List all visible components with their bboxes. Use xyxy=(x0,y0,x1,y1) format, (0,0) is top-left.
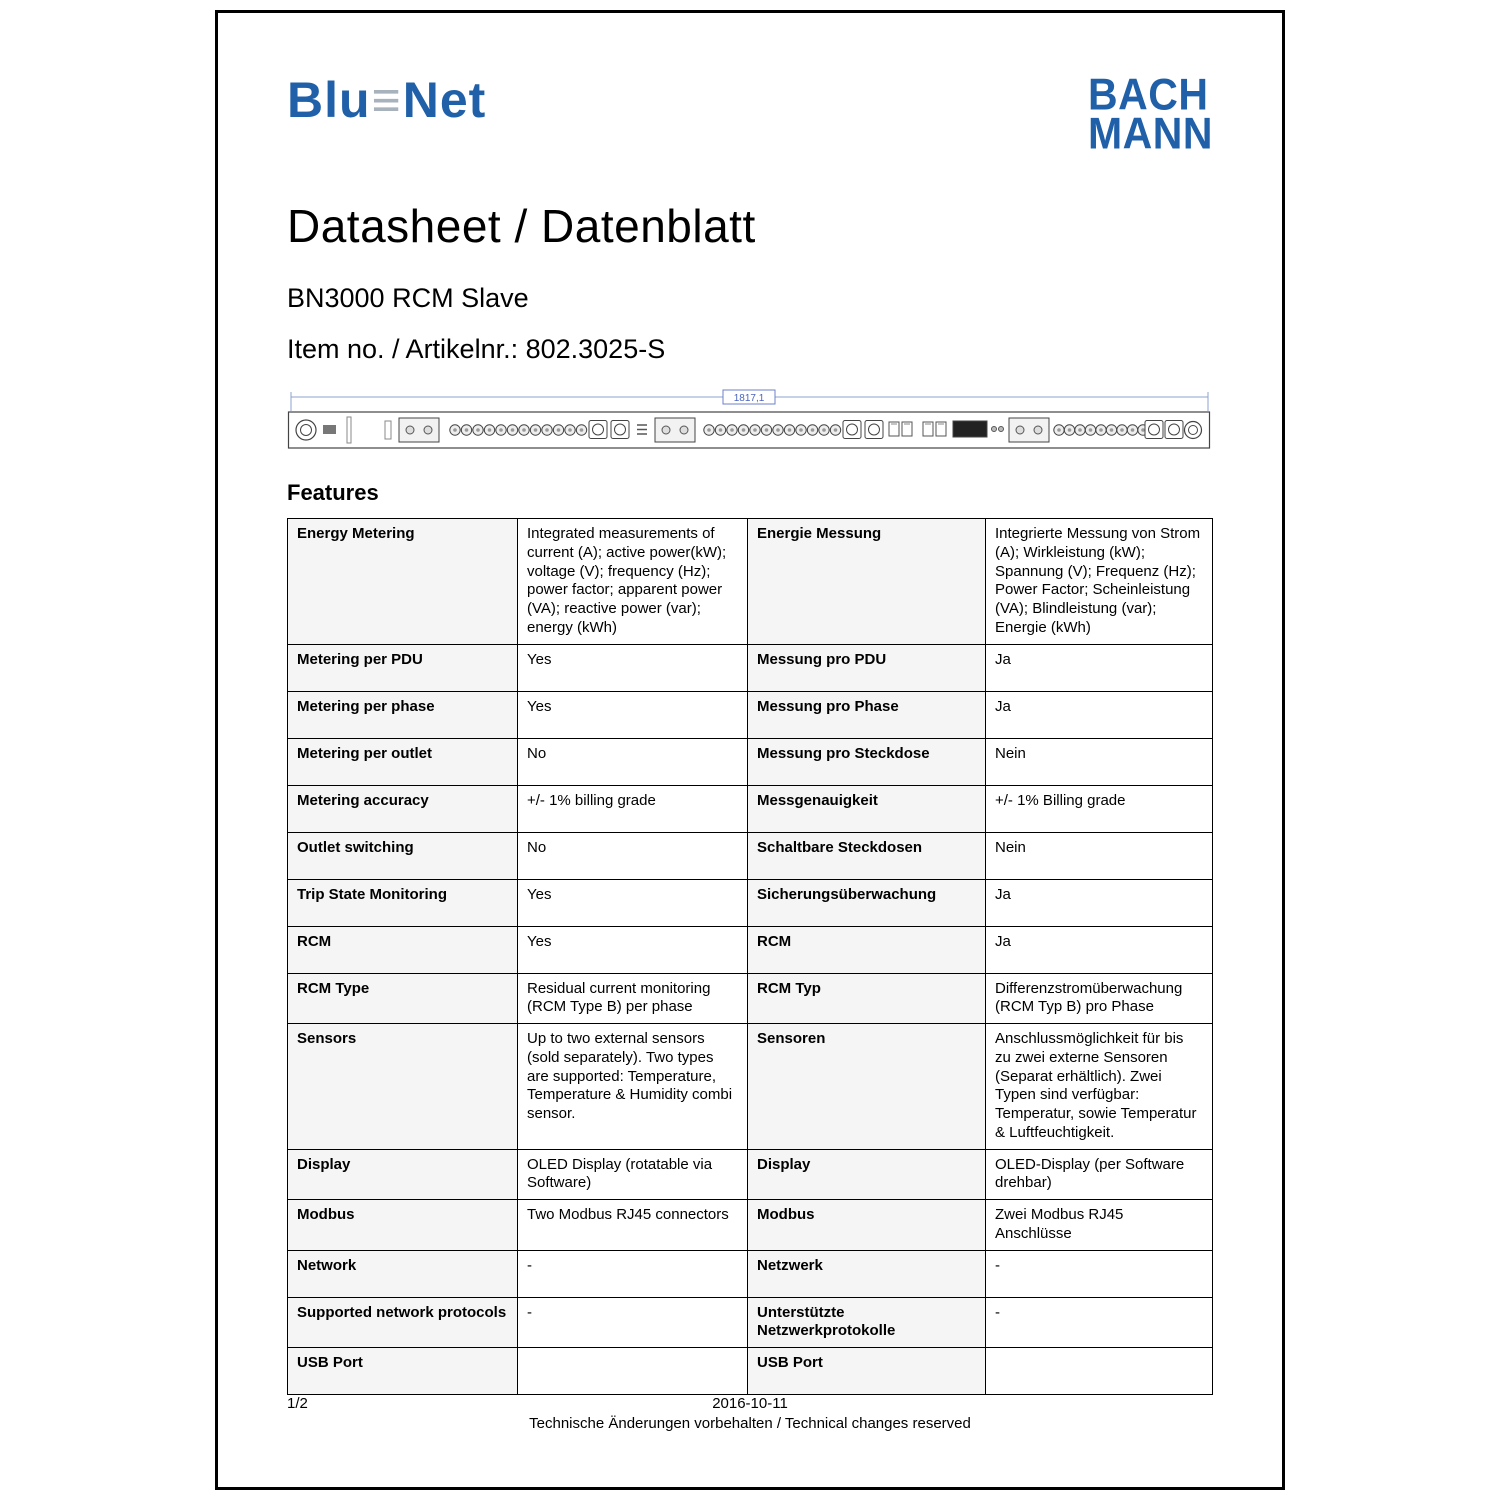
cell-de-value: - xyxy=(986,1297,1213,1348)
cell-de-label: Sensoren xyxy=(748,1024,986,1150)
table-row xyxy=(288,691,1213,738)
cell-de-value: Differenzstromüberwachung (RCM Typ B) pro Phase xyxy=(986,973,1213,1024)
cell-de-value: Ja xyxy=(986,691,1213,738)
cell-en-value: Integrated measurements of current (A); active power(kW); voltage (V); frequency (Hz); power factor; apparent power (VA); reactive power (var); energy (kWh) xyxy=(518,519,748,645)
cell-en-label: Modbus xyxy=(288,1200,518,1251)
cell-de-value: OLED-Display (per Software drehbar) xyxy=(986,1149,1213,1200)
cell-de-value xyxy=(986,1348,1213,1395)
cell-en-value: Yes xyxy=(518,926,748,973)
bluenet-logo-net: Net xyxy=(402,72,487,128)
footer-date: 2016-10-11 xyxy=(712,1395,788,1412)
features-heading: Features xyxy=(287,480,379,506)
cell-en-label: Sensors xyxy=(288,1024,518,1150)
page-title: Datasheet / Datenblatt xyxy=(287,200,756,253)
table-row xyxy=(288,1200,1213,1251)
cell-de-value: Ja xyxy=(986,926,1213,973)
cell-en-label: Supported network protocols xyxy=(288,1297,518,1348)
table-row xyxy=(288,1348,1213,1395)
cell-de-label: RCM xyxy=(748,926,986,973)
cell-de-value: Integrierte Messung von Strom (A); Wirkleistung (kW); Spannung (V); Frequenz (Hz); Power Factor; Scheinleistung (VA); Blindleistung (var); Energie (kWh) xyxy=(986,519,1213,645)
cell-de-label: Modbus xyxy=(748,1200,986,1251)
bluenet-logo-blu: Blu xyxy=(287,72,371,128)
table-row xyxy=(288,832,1213,879)
table-row xyxy=(288,926,1213,973)
table-row xyxy=(288,644,1213,691)
cell-en-label: Metering accuracy xyxy=(288,785,518,832)
cell-de-value: Nein xyxy=(986,738,1213,785)
pdu-strip xyxy=(289,412,1210,448)
cell-de-label: Netzwerk xyxy=(748,1250,986,1297)
cell-de-label: USB Port xyxy=(748,1348,986,1395)
cell-de-label: Messung pro Phase xyxy=(748,691,986,738)
footer-note: Technische Änderungen vorbehalten / Technical changes reserved xyxy=(529,1415,971,1432)
features-table-body xyxy=(288,519,1213,1395)
cell-de-label: Messung pro Steckdose xyxy=(748,738,986,785)
cell-en-value: - xyxy=(518,1250,748,1297)
cell-en-label: Metering per PDU xyxy=(288,644,518,691)
cell-en-value: +/- 1% billing grade xyxy=(518,785,748,832)
table-row xyxy=(288,785,1213,832)
cell-en-label: Metering per phase xyxy=(288,691,518,738)
cell-de-label: RCM Typ xyxy=(748,973,986,1024)
cell-en-label: Outlet switching xyxy=(288,832,518,879)
cell-en-value: - xyxy=(518,1297,748,1348)
cell-de-value: - xyxy=(986,1250,1213,1297)
datasheet-page xyxy=(215,10,1285,1490)
dimension-label: 1817,1 xyxy=(733,393,765,405)
cell-de-label: Unterstützte Netzwerkprotokolle xyxy=(748,1297,986,1348)
cell-en-label: USB Port xyxy=(288,1348,518,1395)
cell-de-value: Ja xyxy=(986,644,1213,691)
cell-en-label: Display xyxy=(288,1149,518,1200)
cell-de-value: +/- 1% Billing grade xyxy=(986,785,1213,832)
cell-de-label: Display xyxy=(748,1149,986,1200)
cell-en-value: No xyxy=(518,738,748,785)
bluenet-logo xyxy=(287,72,487,128)
cell-de-label: Schaltbare Steckdosen xyxy=(748,832,986,879)
cell-en-label: Trip State Monitoring xyxy=(288,879,518,926)
table-row xyxy=(288,973,1213,1024)
bachmann-logo xyxy=(1088,69,1213,159)
cell-en-value xyxy=(518,1348,748,1395)
pdu-technical-drawing xyxy=(287,389,1213,460)
cell-en-label: Energy Metering xyxy=(288,519,518,645)
cell-en-label: RCM xyxy=(288,926,518,973)
cell-en-label: RCM Type xyxy=(288,973,518,1024)
bachmann-logo-line1: BACH xyxy=(1088,69,1209,120)
cell-de-label: Messgenauigkeit xyxy=(748,785,986,832)
cell-en-value: Residual current monitoring (RCM Type B) per phase xyxy=(518,973,748,1024)
cell-en-value: OLED Display (rotatable via Software) xyxy=(518,1149,748,1200)
table-row xyxy=(288,1250,1213,1297)
page-footer xyxy=(287,1395,1213,1435)
bluenet-logo-equals-icon: ≡ xyxy=(371,72,402,128)
cell-en-value: Up to two external sensors (sold separately). Two types are supported: Temperature, Temperature & Humidity combi sensor. xyxy=(518,1024,748,1150)
cell-en-label: Metering per outlet xyxy=(288,738,518,785)
cell-en-value: Yes xyxy=(518,644,748,691)
cell-de-value: Anschlussmöglichkeit für bis zu zwei externe Sensoren (Separat erhältlich). Zwei Typen sind verfügbar: Temperatur, sowie Temperatur & Luftfeuchtigkeit. xyxy=(986,1024,1213,1150)
table-row xyxy=(288,738,1213,785)
cell-de-label: Messung pro PDU xyxy=(748,644,986,691)
table-row xyxy=(288,1024,1213,1150)
dimension-line xyxy=(291,390,1208,411)
table-row xyxy=(288,519,1213,645)
cell-en-value: Two Modbus RJ45 connectors xyxy=(518,1200,748,1251)
features-table xyxy=(287,518,1213,1395)
cell-de-label: Sicherungsüberwachung xyxy=(748,879,986,926)
cell-de-value: Ja xyxy=(986,879,1213,926)
cell-de-label: Energie Messung xyxy=(748,519,986,645)
header-logos xyxy=(287,69,1213,159)
cell-en-value: Yes xyxy=(518,879,748,926)
table-row xyxy=(288,879,1213,926)
item-number: Item no. / Artikelnr.: 802.3025-S xyxy=(287,334,666,365)
table-row xyxy=(288,1149,1213,1200)
table-row xyxy=(288,1297,1213,1348)
pdu-drawing-svg xyxy=(287,389,1212,455)
cell-en-value: Yes xyxy=(518,691,748,738)
product-name: BN3000 RCM Slave xyxy=(287,283,529,314)
cell-en-label: Network xyxy=(288,1250,518,1297)
cell-de-value: Zwei Modbus RJ45 Anschlüsse xyxy=(986,1200,1213,1251)
cell-de-value: Nein xyxy=(986,832,1213,879)
page-number: 1/2 xyxy=(287,1395,308,1412)
bachmann-logo-line2: MANN xyxy=(1088,108,1213,159)
cell-en-value: No xyxy=(518,832,748,879)
